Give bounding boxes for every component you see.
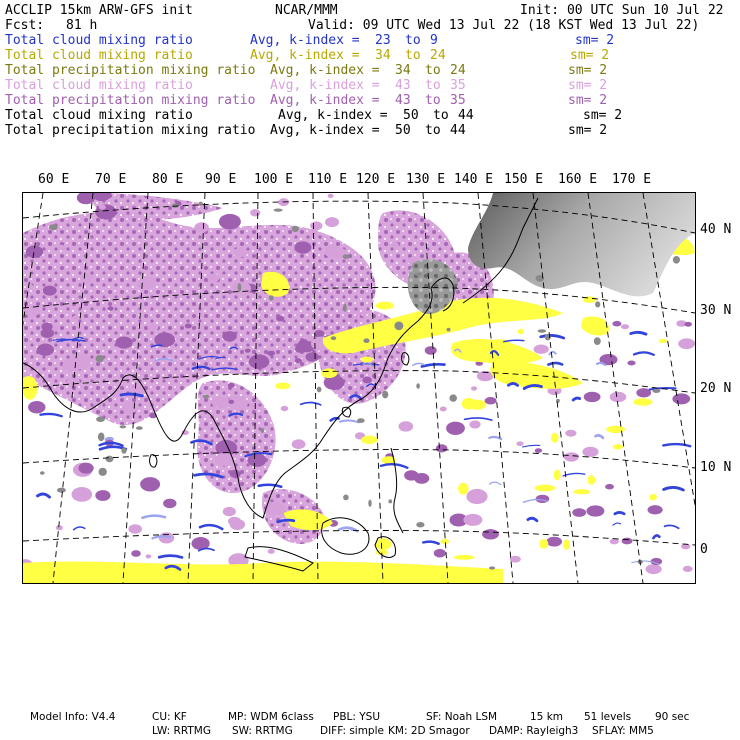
cloud-streak bbox=[653, 535, 659, 538]
cloud-patch bbox=[324, 246, 341, 258]
cloud-patch bbox=[648, 505, 663, 514]
field-smoothing: sm= 2 bbox=[568, 93, 608, 108]
cloud-patch bbox=[441, 539, 450, 544]
cloud-patch bbox=[627, 361, 635, 366]
latitude-label: 0 bbox=[700, 542, 708, 557]
cloud-region-yellow bbox=[581, 316, 609, 335]
cloud-patch bbox=[281, 406, 289, 411]
cloud-streak bbox=[523, 445, 540, 447]
field-k-end: 44 bbox=[450, 123, 466, 138]
field-k-start: 23 bbox=[375, 33, 391, 48]
latitude-label: 30 N bbox=[700, 303, 732, 318]
cloud-patch bbox=[556, 399, 560, 403]
cloud-streak bbox=[548, 363, 562, 365]
cloud-patch bbox=[584, 392, 601, 402]
field-k-start: 43 bbox=[395, 93, 411, 108]
longitude-label: 140 E bbox=[454, 172, 494, 187]
cloud-fields bbox=[23, 193, 695, 583]
cloud-patch bbox=[72, 315, 79, 320]
cloud-patch bbox=[99, 205, 106, 210]
fcst-value: 81 h bbox=[66, 18, 98, 33]
cloud-patch bbox=[203, 395, 209, 399]
cloud-patch bbox=[261, 428, 265, 433]
cloud-patch bbox=[230, 470, 241, 478]
longitude-label: 160 E bbox=[558, 172, 598, 187]
cloud-patch bbox=[268, 549, 275, 554]
footer-item: SFLAY: MM5 bbox=[592, 725, 654, 737]
cloud-map bbox=[23, 193, 695, 583]
cloud-patch bbox=[416, 383, 420, 389]
coastline bbox=[150, 455, 157, 467]
cloud-patch bbox=[223, 507, 236, 516]
cloud-patch bbox=[159, 532, 175, 543]
field-row bbox=[5, 123, 735, 138]
cloud-patch bbox=[122, 402, 138, 413]
cloud-patch bbox=[563, 539, 570, 550]
cloud-patch bbox=[554, 470, 561, 481]
field-to: to bbox=[425, 93, 441, 108]
cloud-patch bbox=[222, 331, 237, 341]
cloud-patch bbox=[446, 422, 465, 435]
cloud-patch bbox=[43, 286, 57, 296]
cloud-patch bbox=[228, 383, 235, 388]
longitude-label: 70 E bbox=[95, 172, 127, 187]
cloud-patch bbox=[306, 352, 319, 362]
cloud-patch bbox=[605, 484, 614, 490]
cloud-patch bbox=[56, 525, 63, 530]
cloud-patch bbox=[275, 383, 290, 390]
cloud-patch bbox=[516, 441, 523, 446]
cloud-patch bbox=[331, 336, 337, 340]
cloud-patch bbox=[274, 209, 283, 212]
field-smoothing: sm= 2 bbox=[568, 123, 608, 138]
cloud-streak bbox=[615, 512, 624, 513]
field-k-end: 24 bbox=[450, 63, 466, 78]
cloud-patch bbox=[116, 337, 133, 349]
cloud-streak bbox=[74, 527, 85, 530]
cloud-patch bbox=[249, 354, 269, 369]
footer-item: Model Info: V4.4 bbox=[30, 711, 116, 723]
cloud-patch bbox=[399, 421, 414, 431]
cloud-patch bbox=[572, 508, 586, 517]
cloud-patch bbox=[672, 393, 690, 404]
cloud-patch bbox=[28, 401, 45, 413]
cloud-patch bbox=[96, 416, 105, 422]
cloud-patch bbox=[292, 226, 299, 232]
cloud-streak bbox=[340, 420, 359, 422]
cloud-patch bbox=[361, 312, 367, 316]
cloud-streak bbox=[422, 364, 445, 366]
cloud-patch bbox=[267, 351, 275, 356]
cloud-patch bbox=[462, 398, 476, 410]
cloud-patch bbox=[606, 426, 625, 433]
cloud-patch bbox=[482, 529, 499, 539]
cloud-patch bbox=[539, 539, 548, 549]
cloud-patch bbox=[121, 448, 126, 454]
cloud-streak bbox=[665, 525, 679, 528]
cloud-streak bbox=[541, 335, 564, 338]
valid-time: Valid: 09 UTC Wed 13 Jul 22 (18 KST Wed 13 Jul 22) bbox=[308, 18, 700, 33]
cloud-patch bbox=[95, 490, 110, 501]
field-k-end: 44 bbox=[458, 108, 474, 123]
cloud-streak bbox=[663, 444, 690, 446]
longitude-label: 90 E bbox=[205, 172, 237, 187]
cloud-patch bbox=[250, 209, 260, 216]
cloud-patch bbox=[649, 494, 657, 501]
footer-item: KM: 2D Smagor bbox=[388, 725, 470, 737]
cloud-streak bbox=[490, 482, 501, 485]
field-to: to bbox=[425, 78, 441, 93]
longitude-label: 60 E bbox=[38, 172, 70, 187]
cloud-patch bbox=[594, 337, 601, 345]
field-row bbox=[5, 48, 735, 63]
cloud-patch bbox=[434, 549, 446, 558]
cloud-patch bbox=[136, 426, 143, 430]
cloud-patch bbox=[368, 500, 371, 507]
cloud-patch bbox=[551, 433, 559, 443]
longitude-label: 80 E bbox=[152, 172, 184, 187]
cloud-patch bbox=[534, 345, 549, 354]
cloud-patch bbox=[245, 349, 251, 353]
cloud-streak bbox=[259, 485, 281, 487]
footer-item: LW: RRTMG bbox=[152, 725, 211, 737]
field-to: to bbox=[425, 63, 441, 78]
cloud-streak bbox=[613, 523, 621, 525]
cloud-patch bbox=[633, 398, 652, 405]
latitude-label: 20 N bbox=[700, 381, 732, 396]
cloud-patch bbox=[425, 346, 437, 355]
field-row bbox=[5, 63, 735, 78]
cloud-patch bbox=[120, 425, 127, 428]
cloud-patch bbox=[295, 358, 302, 363]
field-smoothing: sm= 2 bbox=[570, 48, 610, 63]
cloud-patch bbox=[57, 488, 66, 493]
latitude-line bbox=[23, 530, 695, 545]
cloud-streak bbox=[423, 542, 438, 544]
cloud-streak bbox=[664, 487, 684, 490]
cloud-patch bbox=[449, 394, 457, 401]
cloud-patch bbox=[361, 357, 373, 363]
cloud-patch bbox=[415, 273, 421, 277]
cloud-patch bbox=[108, 306, 114, 310]
cloud-patch bbox=[234, 248, 248, 258]
footer-item: DIFF: simple bbox=[320, 725, 384, 737]
cloud-patch bbox=[80, 273, 93, 282]
cloud-patch bbox=[99, 468, 107, 476]
field-avg-label: Avg, k-index = bbox=[270, 78, 380, 93]
field-name: Total cloud mixing ratio bbox=[5, 33, 193, 48]
cloud-patch bbox=[106, 456, 114, 463]
cloud-patch bbox=[195, 222, 209, 232]
field-k-start: 50 bbox=[395, 123, 411, 138]
cloud-patch bbox=[376, 302, 394, 310]
cloud-patch bbox=[96, 355, 104, 362]
cloud-patch bbox=[582, 447, 598, 457]
cloud-patch bbox=[363, 338, 369, 343]
cloud-patch bbox=[185, 324, 192, 329]
cloud-patch bbox=[394, 322, 403, 331]
cloud-patch bbox=[436, 444, 448, 452]
cloud-patch bbox=[485, 397, 497, 404]
cloud-patch bbox=[588, 475, 596, 485]
field-smoothing: sm= 2 bbox=[575, 33, 615, 48]
cloud-streak bbox=[563, 473, 585, 475]
longitude-label: 170 E bbox=[612, 172, 652, 187]
cloud-patch bbox=[199, 202, 203, 206]
cloud-patch bbox=[565, 430, 576, 437]
cloud-patch bbox=[78, 463, 93, 474]
cloud-patch bbox=[489, 566, 495, 569]
cloud-patch bbox=[232, 282, 251, 295]
longitude-label: 130 E bbox=[406, 172, 446, 187]
field-avg-label: Avg, k-index = bbox=[278, 108, 388, 123]
cloud-patch bbox=[388, 499, 392, 503]
cloud-patch bbox=[518, 329, 524, 335]
cloud-patch bbox=[266, 502, 286, 516]
cloud-streak bbox=[597, 363, 605, 365]
cloud-streak bbox=[199, 548, 214, 550]
cloud-patch bbox=[397, 347, 404, 352]
field-row bbox=[5, 93, 735, 108]
cloud-patch bbox=[535, 485, 556, 492]
longitude-label: 120 E bbox=[356, 172, 396, 187]
fcst-label: Fcst: bbox=[5, 18, 45, 33]
longitude-label: 100 E bbox=[254, 172, 294, 187]
cloud-streak bbox=[381, 464, 408, 468]
cloud-patch bbox=[292, 439, 306, 449]
field-smoothing: sm= 2 bbox=[583, 108, 623, 123]
field-to: to bbox=[425, 123, 441, 138]
cloud-patch bbox=[40, 471, 45, 475]
footer-item: MP: WDM 6class bbox=[228, 711, 314, 723]
cloud-patch bbox=[228, 517, 241, 526]
cloud-patch bbox=[250, 403, 258, 408]
cloud-patch bbox=[357, 418, 365, 423]
init-time: Init: 00 UTC Sun 10 Jul 22 bbox=[520, 3, 724, 18]
cloud-streak bbox=[40, 414, 61, 416]
cloud-patch bbox=[62, 359, 80, 372]
footer-item: 15 km bbox=[530, 711, 564, 723]
cloud-patch bbox=[471, 386, 477, 390]
cloud-streak bbox=[278, 520, 294, 522]
cloud-patch bbox=[325, 217, 339, 227]
field-k-start: 43 bbox=[395, 78, 411, 93]
cloud-streak bbox=[528, 518, 537, 521]
field-avg-label: Avg, k-index = bbox=[270, 93, 380, 108]
cloud-patch bbox=[37, 344, 54, 356]
cloud-patch bbox=[140, 477, 160, 491]
cloud-patch bbox=[363, 377, 372, 384]
footer-item: PBL: YSU bbox=[333, 711, 381, 723]
field-row bbox=[5, 33, 735, 48]
org-label: NCAR/MMM bbox=[275, 3, 338, 18]
cloud-patch bbox=[673, 256, 680, 264]
cloud-streak bbox=[38, 494, 50, 497]
cloud-patch bbox=[490, 339, 509, 345]
cloud-patch bbox=[98, 433, 105, 442]
cloud-patch bbox=[228, 400, 234, 404]
latitude-label: 40 N bbox=[700, 222, 732, 237]
cloud-patch bbox=[683, 566, 693, 572]
cloud-patch bbox=[440, 407, 447, 412]
cloud-patch bbox=[276, 316, 284, 322]
cloud-patch bbox=[207, 299, 213, 303]
field-avg-label: Avg, k-index = bbox=[250, 48, 360, 63]
latitude-label: 10 N bbox=[700, 460, 732, 475]
footer-item: 90 sec bbox=[655, 711, 690, 723]
field-k-end: 9 bbox=[430, 33, 438, 48]
cloud-patch bbox=[535, 448, 542, 453]
cloud-patch bbox=[538, 329, 547, 332]
map-panel bbox=[22, 192, 696, 584]
footer-item: SF: Noah LSM bbox=[426, 711, 498, 723]
cloud-patch bbox=[416, 522, 424, 527]
cloud-patch bbox=[328, 194, 334, 198]
cloud-patch bbox=[458, 483, 468, 495]
field-name: Total cloud mixing ratio bbox=[5, 78, 193, 93]
footer-item: DAMP: Rayleigh3 bbox=[489, 725, 579, 737]
footer-item: CU: KF bbox=[152, 711, 187, 723]
cloud-streak bbox=[106, 438, 112, 439]
field-name: Total precipitation mixing ratio bbox=[5, 63, 256, 78]
cloud-patch bbox=[515, 359, 528, 364]
field-avg-label: Avg, k-index = bbox=[270, 63, 380, 78]
field-name: Total cloud mixing ratio bbox=[5, 48, 193, 63]
field-row bbox=[5, 78, 735, 93]
cloud-streak bbox=[573, 398, 579, 400]
cloud-patch bbox=[564, 452, 579, 461]
cloud-patch bbox=[610, 392, 627, 402]
cloud-patch bbox=[613, 444, 624, 449]
cloud-patch bbox=[595, 301, 600, 307]
field-name: Total cloud mixing ratio bbox=[5, 108, 193, 123]
footer-item: SW: RRTMG bbox=[232, 725, 293, 737]
field-k-end: 35 bbox=[450, 78, 466, 93]
cloud-patch bbox=[612, 321, 621, 327]
cloud-streak bbox=[489, 437, 501, 439]
cloud-patch bbox=[546, 537, 562, 547]
cloud-region-yellow bbox=[23, 562, 503, 583]
field-to: to bbox=[405, 48, 421, 63]
cloud-streak bbox=[159, 556, 182, 558]
cloud-streak bbox=[142, 516, 165, 518]
cloud-patch bbox=[343, 304, 347, 312]
model-title: ACCLIP 15km ARW-GFS init bbox=[5, 3, 193, 18]
cloud-patch bbox=[238, 283, 242, 292]
cloud-streak bbox=[549, 352, 556, 355]
field-k-end: 24 bbox=[430, 48, 446, 63]
cloud-patch bbox=[146, 554, 152, 558]
field-avg-label: Avg, k-index = bbox=[250, 33, 360, 48]
cloud-patch bbox=[49, 224, 58, 230]
cloud-streak bbox=[465, 418, 492, 420]
cloud-patch bbox=[659, 339, 667, 343]
cloud-patch bbox=[361, 436, 378, 444]
field-k-start: 34 bbox=[375, 48, 391, 63]
cloud-patch bbox=[72, 487, 93, 502]
cloud-patch bbox=[463, 514, 482, 526]
field-name: Total precipitation mixing ratio bbox=[5, 93, 256, 108]
cloud-patch bbox=[131, 550, 141, 557]
cloud-patch bbox=[317, 387, 322, 393]
cloud-patch bbox=[57, 245, 65, 251]
cloud-patch bbox=[433, 319, 448, 328]
cloud-patch bbox=[321, 368, 337, 378]
cloud-patch bbox=[382, 391, 388, 399]
cloud-patch bbox=[147, 323, 158, 331]
cloud-streak bbox=[596, 435, 604, 438]
field-row bbox=[5, 108, 735, 123]
cloud-patch bbox=[163, 499, 176, 509]
cloud-patch bbox=[138, 276, 156, 289]
cloud-streak bbox=[634, 352, 654, 355]
cloud-patch bbox=[390, 242, 398, 248]
longitude-label: 110 E bbox=[308, 172, 348, 187]
field-name: Total precipitation mixing ratio bbox=[5, 123, 256, 138]
cloud-patch bbox=[469, 421, 480, 429]
field-to: to bbox=[405, 33, 421, 48]
cloud-patch bbox=[684, 322, 692, 327]
cloud-patch bbox=[343, 495, 349, 501]
cloud-patch bbox=[219, 214, 241, 230]
field-k-end: 35 bbox=[450, 93, 466, 108]
cloud-patch bbox=[311, 228, 318, 233]
cloud-patch bbox=[128, 524, 142, 534]
cloud-patch bbox=[652, 389, 660, 393]
cloud-patch bbox=[610, 539, 619, 545]
cloud-patch bbox=[269, 295, 274, 300]
cloud-patch bbox=[343, 254, 350, 259]
cloud-patch bbox=[212, 396, 229, 408]
cloud-patch bbox=[447, 328, 451, 332]
field-k-start: 50 bbox=[403, 108, 419, 123]
cloud-streak bbox=[200, 525, 222, 529]
field-k-start: 34 bbox=[395, 63, 411, 78]
cloud-patch bbox=[646, 564, 662, 574]
cloud-patch bbox=[678, 338, 695, 349]
cloud-streak bbox=[504, 340, 524, 342]
cloud-streak bbox=[631, 332, 646, 334]
field-smoothing: sm= 2 bbox=[568, 63, 608, 78]
cloud-patch bbox=[95, 204, 116, 219]
cloud-patch bbox=[139, 371, 146, 376]
cloud-patch bbox=[454, 555, 475, 560]
field-to: to bbox=[433, 108, 449, 123]
longitude-label: 150 E bbox=[504, 172, 544, 187]
cloud-patch bbox=[466, 489, 487, 504]
cloud-streak bbox=[301, 403, 321, 405]
cloud-patch bbox=[573, 489, 590, 494]
cloud-patch bbox=[314, 330, 325, 338]
cloud-patch bbox=[621, 324, 629, 329]
cloud-patch bbox=[207, 274, 219, 283]
field-smoothing: sm= 2 bbox=[568, 78, 608, 93]
cloud-patch bbox=[622, 538, 633, 545]
footer-item: 51 levels bbox=[584, 711, 632, 723]
cloud-patch bbox=[41, 323, 52, 331]
field-avg-label: Avg, k-index = bbox=[270, 123, 380, 138]
cloud-region-gray bbox=[468, 193, 695, 296]
cloud-patch bbox=[414, 473, 429, 484]
cloud-patch bbox=[586, 505, 604, 516]
cloud-patch bbox=[294, 241, 311, 253]
